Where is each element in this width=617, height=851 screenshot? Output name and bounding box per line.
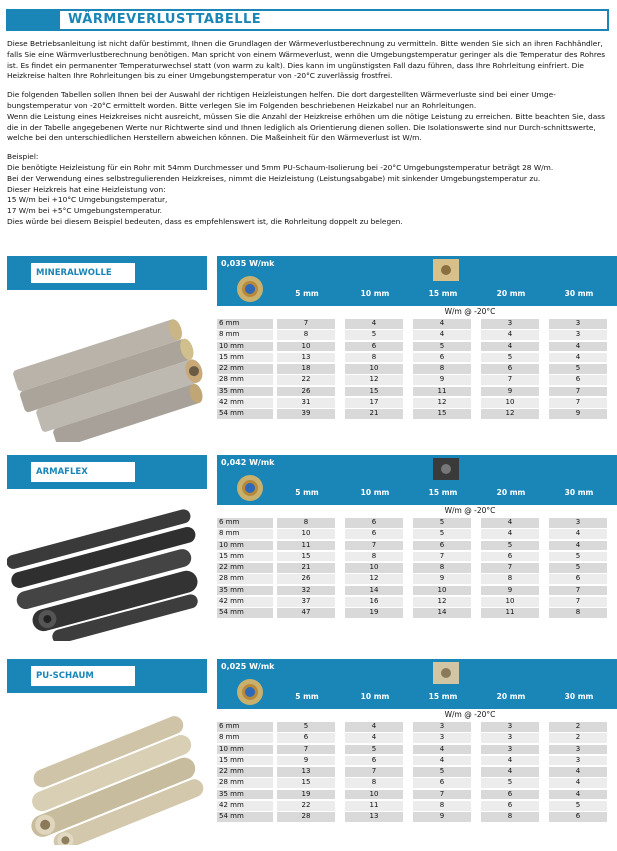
heat-loss-value: 6 bbox=[481, 552, 539, 562]
heat-loss-value: 5 bbox=[549, 801, 607, 811]
column-header: 5 mm bbox=[295, 488, 319, 497]
pipe-diameter: 54 mm bbox=[217, 812, 273, 822]
heat-loss-value: 13 bbox=[345, 812, 403, 822]
heat-loss-value: 22 bbox=[277, 801, 335, 811]
pipe-diameter: 35 mm bbox=[217, 586, 273, 596]
heat-loss-value: 6 bbox=[345, 756, 403, 766]
heat-loss-value: 6 bbox=[345, 529, 403, 539]
pipe-diameter: 10 mm bbox=[217, 342, 273, 352]
table-body bbox=[217, 721, 617, 823]
heat-loss-value: 31 bbox=[277, 398, 335, 408]
section-label-bar bbox=[7, 455, 207, 489]
heat-loss-value: 9 bbox=[413, 812, 471, 822]
heat-loss-value: 22 bbox=[277, 375, 335, 385]
heat-loss-value: 3 bbox=[549, 756, 607, 766]
heat-loss-value: 6 bbox=[413, 353, 471, 363]
table-row bbox=[217, 363, 617, 374]
heat-loss-value: 10 bbox=[413, 586, 471, 596]
heat-loss-value: 4 bbox=[549, 529, 607, 539]
pipe-diameter: 28 mm bbox=[217, 574, 273, 584]
heat-loss-value: 7 bbox=[277, 319, 335, 329]
heat-loss-value: 2 bbox=[549, 722, 607, 732]
heat-loss-value: 3 bbox=[413, 733, 471, 743]
heat-loss-value: 37 bbox=[277, 597, 335, 607]
table-row bbox=[217, 789, 617, 800]
heat-loss-value: 5 bbox=[549, 563, 607, 573]
insulation-sample-icon bbox=[433, 458, 459, 480]
heat-loss-value: 12 bbox=[413, 398, 471, 408]
table-body bbox=[217, 517, 617, 619]
heat-loss-value: 13 bbox=[277, 353, 335, 363]
heat-loss-value: 5 bbox=[549, 552, 607, 562]
heat-loss-value: 3 bbox=[413, 722, 471, 732]
heat-loss-table bbox=[217, 659, 617, 823]
pipe-diameter: 15 mm bbox=[217, 353, 273, 363]
heat-loss-table bbox=[217, 455, 617, 619]
conductivity-value: 0,035 W/mk bbox=[221, 259, 275, 268]
pipe-diameter: 54 mm bbox=[217, 409, 273, 419]
table-header bbox=[217, 659, 617, 709]
heat-loss-value: 8 bbox=[277, 518, 335, 528]
heat-loss-value: 16 bbox=[345, 597, 403, 607]
heat-loss-value: 3 bbox=[549, 745, 607, 755]
title-accent bbox=[8, 11, 60, 29]
heat-loss-value: 8 bbox=[481, 574, 539, 584]
heat-loss-value: 5 bbox=[277, 722, 335, 732]
table-row bbox=[217, 607, 617, 618]
pipe-diameter: 22 mm bbox=[217, 563, 273, 573]
table-row bbox=[217, 540, 617, 551]
heat-loss-value: 9 bbox=[549, 409, 607, 419]
heat-loss-value: 6 bbox=[413, 778, 471, 788]
table-body bbox=[217, 318, 617, 420]
heat-loss-value: 28 bbox=[277, 812, 335, 822]
heat-loss-value: 12 bbox=[481, 409, 539, 419]
column-header: 10 mm bbox=[360, 488, 390, 497]
title-bar bbox=[6, 9, 609, 31]
column-headers bbox=[217, 488, 617, 500]
table-row bbox=[217, 811, 617, 822]
table-row bbox=[217, 573, 617, 584]
heat-loss-value: 10 bbox=[277, 529, 335, 539]
table-row bbox=[217, 755, 617, 766]
heat-loss-value: 7 bbox=[481, 375, 539, 385]
heat-loss-value: 11 bbox=[481, 608, 539, 618]
heat-loss-value: 5 bbox=[413, 342, 471, 352]
pipe-diameter: 28 mm bbox=[217, 778, 273, 788]
heat-loss-value: 4 bbox=[549, 778, 607, 788]
table-row bbox=[217, 800, 617, 811]
heat-loss-value: 8 bbox=[413, 801, 471, 811]
heat-loss-value: 12 bbox=[345, 375, 403, 385]
unit-label: W/m @ -20°C bbox=[444, 710, 496, 719]
heat-loss-value: 11 bbox=[413, 387, 471, 397]
pipe-diameter: 6 mm bbox=[217, 518, 273, 528]
table-row bbox=[217, 721, 617, 732]
pipe-diameter: 15 mm bbox=[217, 552, 273, 562]
table-row bbox=[217, 732, 617, 743]
heat-loss-value: 3 bbox=[549, 319, 607, 329]
heat-loss-value: 5 bbox=[413, 529, 471, 539]
table-row bbox=[217, 528, 617, 539]
heat-loss-value: 6 bbox=[277, 733, 335, 743]
heat-loss-value: 8 bbox=[549, 608, 607, 618]
column-header: 15 mm bbox=[428, 289, 458, 298]
column-header: 15 mm bbox=[428, 488, 458, 497]
heat-loss-value: 5 bbox=[481, 778, 539, 788]
table-row bbox=[217, 341, 617, 352]
heat-loss-value: 6 bbox=[413, 541, 471, 551]
table-row bbox=[217, 517, 617, 528]
heat-loss-value: 5 bbox=[481, 541, 539, 551]
heat-loss-value: 15 bbox=[277, 552, 335, 562]
table-row bbox=[217, 329, 617, 340]
heat-loss-value: 10 bbox=[481, 597, 539, 607]
heat-loss-value: 8 bbox=[481, 812, 539, 822]
heat-loss-value: 2 bbox=[549, 733, 607, 743]
heat-loss-value: 7 bbox=[345, 767, 403, 777]
heat-loss-value: 5 bbox=[345, 745, 403, 755]
column-header: 20 mm bbox=[496, 289, 526, 298]
heat-loss-value: 9 bbox=[481, 387, 539, 397]
heat-loss-value: 5 bbox=[413, 767, 471, 777]
heat-loss-value: 3 bbox=[549, 330, 607, 340]
heat-loss-value: 6 bbox=[549, 375, 607, 385]
column-header: 30 mm bbox=[564, 289, 594, 298]
table-row bbox=[217, 766, 617, 777]
pipe-diameter: 28 mm bbox=[217, 375, 273, 385]
heat-loss-value: 6 bbox=[345, 518, 403, 528]
heat-loss-value: 4 bbox=[481, 529, 539, 539]
heat-loss-value: 7 bbox=[549, 398, 607, 408]
heat-loss-value: 19 bbox=[277, 790, 335, 800]
heat-loss-value: 14 bbox=[413, 608, 471, 618]
heat-loss-value: 7 bbox=[549, 586, 607, 596]
heat-loss-value: 9 bbox=[277, 756, 335, 766]
section-label-box bbox=[31, 462, 135, 482]
heat-loss-value: 17 bbox=[345, 398, 403, 408]
table-header bbox=[217, 455, 617, 505]
heat-loss-value: 3 bbox=[481, 722, 539, 732]
pipe-diameter: 22 mm bbox=[217, 364, 273, 374]
table-row bbox=[217, 596, 617, 607]
table-row bbox=[217, 777, 617, 788]
intro-paragraph-1: Diese Betriebsanleitung ist nicht dafür bestimmt, Ihnen die Grundlagen der Wärmeverlustberechnung zu vermitteln. Bitte wenden Sie sich an ihren Fachhändler, falls Sie eine Wärmverlustberechnung benötigen. Man spricht von einem Wärmeverlust, wenn die Umgebungstemperatur geringer als die Temperatur des Rohres ist. Es findet ein permanenter Temperaturwechsel statt (von warm zu kalt). Dies kann im ungünstigsten Fall dazu führen, dass Ihre Rohrleitung einfriert. Die Heizkreise halten Ihre Rohrleitungen bis zu einer Umgebungstemperatur von -20°C zuverlässig frostfrei. bbox=[7, 39, 606, 81]
section-label-bar bbox=[7, 256, 207, 290]
heat-loss-value: 9 bbox=[481, 586, 539, 596]
table-row bbox=[217, 562, 617, 573]
heat-loss-value: 8 bbox=[413, 563, 471, 573]
heat-loss-value: 21 bbox=[277, 563, 335, 573]
section-label: MINERALWOLLE bbox=[36, 268, 112, 278]
heat-loss-value: 4 bbox=[413, 756, 471, 766]
heat-loss-value: 10 bbox=[345, 790, 403, 800]
unit-label: W/m @ -20°C bbox=[444, 307, 496, 316]
heat-loss-value: 6 bbox=[481, 801, 539, 811]
page-title: WÄRMEVERLUSTTABELLE bbox=[68, 12, 262, 27]
heat-loss-value: 8 bbox=[345, 778, 403, 788]
heat-loss-value: 7 bbox=[549, 597, 607, 607]
heat-loss-value: 6 bbox=[549, 574, 607, 584]
pipe-diameter: 42 mm bbox=[217, 398, 273, 408]
heat-loss-value: 8 bbox=[345, 552, 403, 562]
heat-loss-value: 4 bbox=[549, 342, 607, 352]
heat-loss-value: 11 bbox=[277, 541, 335, 551]
heat-loss-value: 5 bbox=[413, 518, 471, 528]
pipe-diameter: 42 mm bbox=[217, 597, 273, 607]
insulation-photo bbox=[7, 302, 207, 442]
column-header: 30 mm bbox=[564, 692, 594, 701]
pipe-diameter: 22 mm bbox=[217, 767, 273, 777]
column-header: 5 mm bbox=[295, 289, 319, 298]
heat-loss-value: 6 bbox=[345, 342, 403, 352]
heat-loss-value: 8 bbox=[345, 353, 403, 363]
heat-loss-value: 9 bbox=[413, 574, 471, 584]
intro-text bbox=[7, 39, 611, 236]
table-header bbox=[217, 256, 617, 306]
conductivity-value: 0,042 W/mk bbox=[221, 458, 275, 467]
heat-loss-value: 4 bbox=[481, 518, 539, 528]
heat-loss-value: 13 bbox=[277, 767, 335, 777]
column-headers bbox=[217, 692, 617, 704]
heat-loss-value: 7 bbox=[481, 563, 539, 573]
pipe-diameter: 35 mm bbox=[217, 387, 273, 397]
column-header: 5 mm bbox=[295, 692, 319, 701]
section-label: PU-SCHAUM bbox=[36, 671, 94, 681]
pipe-diameter: 8 mm bbox=[217, 529, 273, 539]
column-headers bbox=[217, 289, 617, 301]
heat-loss-value: 15 bbox=[277, 778, 335, 788]
heat-loss-value: 7 bbox=[549, 387, 607, 397]
insulation-photo bbox=[7, 705, 207, 845]
heat-loss-value: 9 bbox=[413, 375, 471, 385]
pipe-diameter: 42 mm bbox=[217, 801, 273, 811]
unit-label: W/m @ -20°C bbox=[444, 506, 496, 515]
heat-loss-value: 14 bbox=[345, 586, 403, 596]
heat-loss-value: 3 bbox=[549, 518, 607, 528]
heat-loss-value: 4 bbox=[549, 541, 607, 551]
heat-loss-value: 4 bbox=[481, 342, 539, 352]
table-row bbox=[217, 352, 617, 363]
column-header: 15 mm bbox=[428, 692, 458, 701]
heat-loss-value: 39 bbox=[277, 409, 335, 419]
heat-loss-value: 10 bbox=[277, 342, 335, 352]
heat-loss-value: 4 bbox=[345, 319, 403, 329]
table-row bbox=[217, 408, 617, 419]
heat-loss-value: 11 bbox=[345, 801, 403, 811]
heat-loss-value: 26 bbox=[277, 387, 335, 397]
table-row bbox=[217, 374, 617, 385]
table-row bbox=[217, 386, 617, 397]
heat-loss-value: 32 bbox=[277, 586, 335, 596]
heat-loss-value: 15 bbox=[413, 409, 471, 419]
heat-loss-value: 21 bbox=[345, 409, 403, 419]
heat-loss-value: 8 bbox=[277, 330, 335, 340]
conductivity-value: 0,025 W/mk bbox=[221, 662, 275, 671]
heat-loss-value: 4 bbox=[481, 330, 539, 340]
table-row bbox=[217, 551, 617, 562]
heat-loss-value: 18 bbox=[277, 364, 335, 374]
heat-loss-value: 10 bbox=[345, 364, 403, 374]
heat-loss-value: 5 bbox=[345, 330, 403, 340]
heat-loss-value: 3 bbox=[481, 745, 539, 755]
heat-loss-value: 12 bbox=[413, 597, 471, 607]
section-label-box bbox=[31, 263, 135, 283]
heat-loss-value: 4 bbox=[345, 733, 403, 743]
column-header: 20 mm bbox=[496, 488, 526, 497]
heat-loss-value: 7 bbox=[413, 790, 471, 800]
table-row bbox=[217, 744, 617, 755]
pipe-diameter: 15 mm bbox=[217, 756, 273, 766]
insulation-sample-icon bbox=[433, 259, 459, 281]
heat-loss-value: 6 bbox=[481, 790, 539, 800]
pipe-diameter: 10 mm bbox=[217, 745, 273, 755]
heat-loss-value: 6 bbox=[481, 364, 539, 374]
heat-loss-value: 47 bbox=[277, 608, 335, 618]
heat-loss-value: 19 bbox=[345, 608, 403, 618]
heat-loss-value: 4 bbox=[413, 319, 471, 329]
heat-loss-value: 7 bbox=[413, 552, 471, 562]
column-header: 10 mm bbox=[360, 692, 390, 701]
heat-loss-value: 4 bbox=[413, 330, 471, 340]
heat-loss-value: 3 bbox=[481, 319, 539, 329]
intro-example: Beispiel: Die benötigte Heizleistung für ein Rohr mit 54mm Durchmesser und 5mm PU-Schaum-Isolierung bei -20°C Umgebungstemperatur beträgt 28 W/m. Bei der Verwendung eines selbstregulierenden Heizkreises, nimmt die Heizleistung (Leistungsabgabe) mit sinkender Umgebungstemperatur zu. Dieser Heizkreis hat eine Heizleistung von: 15 W/m bei +10°C Umgebungstemperatur, 17 W/m bei +5°C Umgebungstemperatur. Dies würde bei diesem Beispiel bedeuten, dass es empfehlenswert ist, die Rohrleitung doppelt zu belegen. bbox=[7, 152, 554, 226]
pipe-diameter: 6 mm bbox=[217, 319, 273, 329]
section-label-box bbox=[31, 666, 135, 686]
pipe-diameter: 54 mm bbox=[217, 608, 273, 618]
heat-loss-value: 4 bbox=[549, 767, 607, 777]
pipe-diameter: 35 mm bbox=[217, 790, 273, 800]
pipe-diameter: 8 mm bbox=[217, 733, 273, 743]
heat-loss-value: 3 bbox=[481, 733, 539, 743]
insulation-photo bbox=[7, 501, 207, 641]
heat-loss-value: 4 bbox=[549, 353, 607, 363]
pipe-diameter: 6 mm bbox=[217, 722, 273, 732]
intro-paragraph-2: Die folgenden Tabellen sollen Ihnen bei der Auswahl der richtigen Heizleistungen helfen. Die dort dargestellten Wärmeverluste sind bei einer Umge-bungstemperatur von -20°C ermittelt worden. Bitte verlegen Sie im Folgenden beschriebenen Heizkabel nur an Rohrleitungen. Wenn die Leistung eines Heizkreises nicht ausreicht, müssen Sie die Anzahl der Heizkreise erhöhen um die nötige Leistung zu erreichen. Bitte beachten Sie, dass die in der Tabelle angegebenen Werte nur Richtwerte sind und Ihnen lediglich als Orientierung dienen sollen. Die Isolationswerte sind nur Durch-schnittswerte, welche bei den unterschiedlichen Herstellern abweichen können. Die Maßeinheit für den Wärmeverlust ist W/m. bbox=[7, 90, 605, 143]
heat-loss-value: 10 bbox=[481, 398, 539, 408]
heat-loss-value: 10 bbox=[345, 563, 403, 573]
column-header: 10 mm bbox=[360, 289, 390, 298]
column-header: 20 mm bbox=[496, 692, 526, 701]
heat-loss-value: 4 bbox=[413, 745, 471, 755]
heat-loss-value: 6 bbox=[549, 812, 607, 822]
heat-loss-value: 12 bbox=[345, 574, 403, 584]
heat-loss-value: 5 bbox=[481, 353, 539, 363]
heat-loss-table bbox=[217, 256, 617, 420]
pipe-diameter: 10 mm bbox=[217, 541, 273, 551]
heat-loss-value: 7 bbox=[345, 541, 403, 551]
heat-loss-value: 4 bbox=[549, 790, 607, 800]
heat-loss-value: 4 bbox=[481, 767, 539, 777]
heat-loss-value: 7 bbox=[277, 745, 335, 755]
table-row bbox=[217, 585, 617, 596]
heat-loss-value: 4 bbox=[345, 722, 403, 732]
pipe-diameter: 8 mm bbox=[217, 330, 273, 340]
section-label: ARMAFLEX bbox=[36, 467, 88, 477]
table-row bbox=[217, 318, 617, 329]
section-label-bar bbox=[7, 659, 207, 693]
table-row bbox=[217, 397, 617, 408]
heat-loss-value: 4 bbox=[481, 756, 539, 766]
insulation-sample-icon bbox=[433, 662, 459, 684]
heat-loss-value: 8 bbox=[413, 364, 471, 374]
column-header: 30 mm bbox=[564, 488, 594, 497]
heat-loss-value: 26 bbox=[277, 574, 335, 584]
heat-loss-value: 15 bbox=[345, 387, 403, 397]
heat-loss-value: 5 bbox=[549, 364, 607, 374]
